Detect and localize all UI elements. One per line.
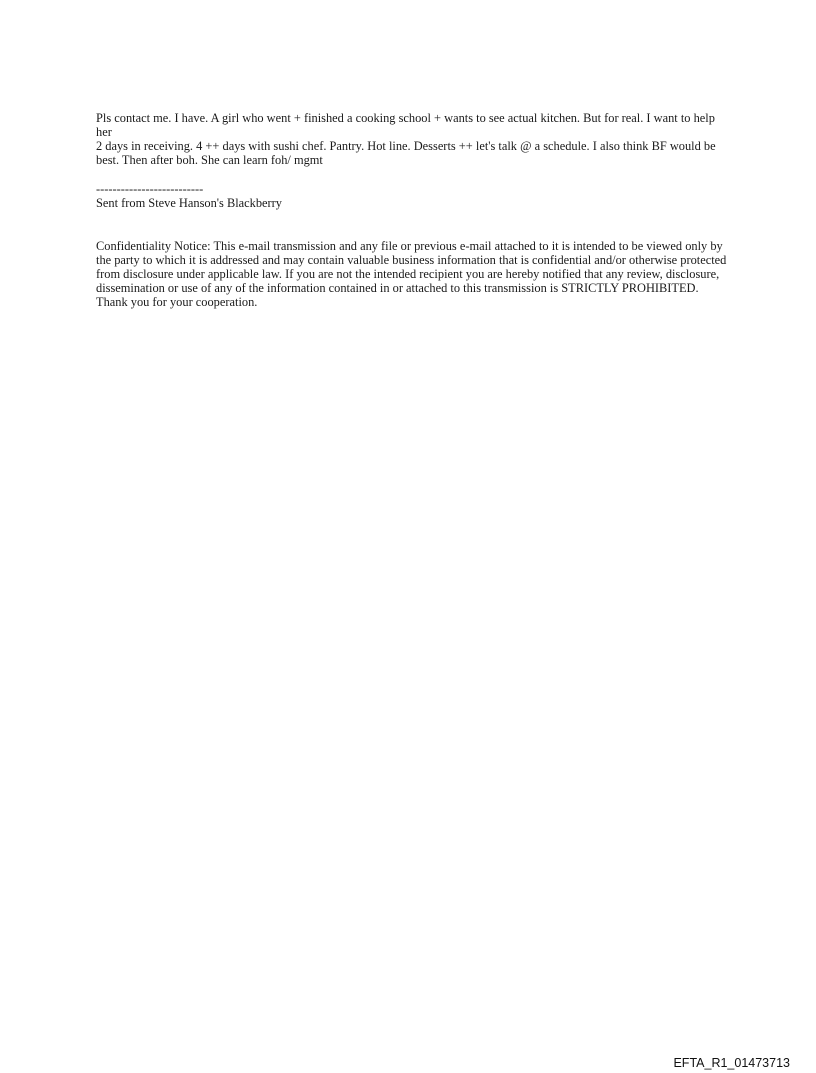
sent-from-signature: Sent from Steve Hanson's Blackberry — [96, 196, 282, 210]
signature-rule: -------------------------- — [96, 182, 204, 196]
message-line-2: 2 days in receiving. 4 ++ days with sushi chef. Pantry. Hot line. Desserts ++ let's talk @ a schedule. I also think BF would be best. Then after boh. She can learn foh/ mgmt — [96, 139, 716, 167]
confidentiality-notice: Confidentiality Notice: This e-mail transmission and any file or previous e-mail attached to it is intended to be viewed only by the party to which it is addressed and may contain valuable business information that is confidential and/or otherwise protected from disclosure under applicable law. If you are not the intended recipient you are hereby notified that any review, disclosure, dissemination or use of any of the information contained in or attached to this transmission is STRICTLY PROHIBITED. Thank you for your cooperation. — [96, 239, 727, 309]
email-body — [96, 111, 728, 309]
spacer — [96, 167, 728, 182]
spacer — [96, 210, 728, 239]
message-line-1: Pls contact me. I have. A girl who went + finished a cooking school + wants to see actual kitchen. But for real. I want to help her — [96, 111, 715, 139]
bates-number: EFTA_R1_01473713 — [673, 1056, 790, 1070]
